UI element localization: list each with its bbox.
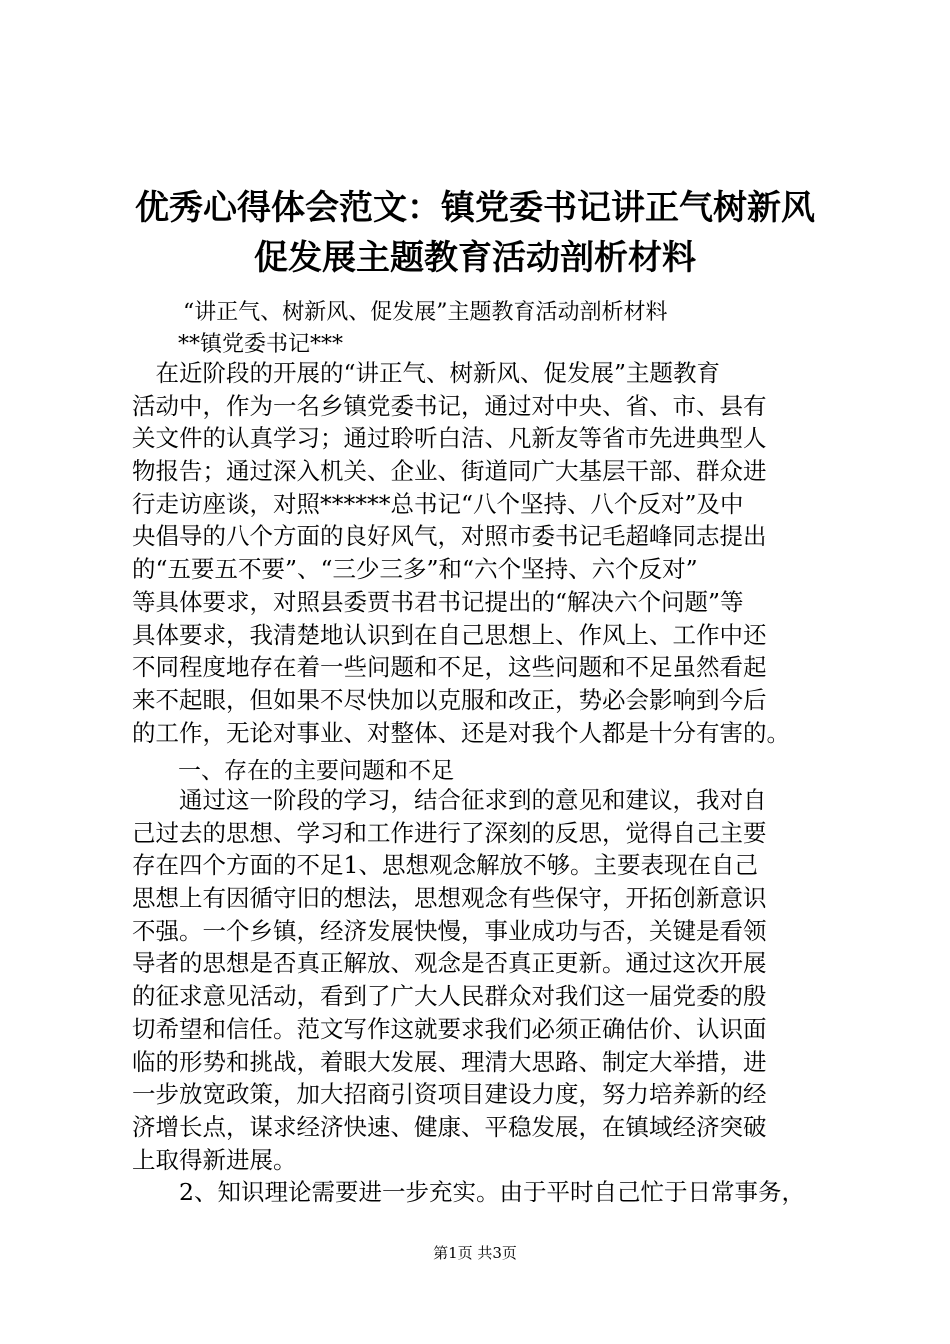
- paragraph-intro: [132, 357, 844, 749]
- section-heading: 一、存在的主要问题和不足: [178, 758, 454, 784]
- paragraph-line: 活动中，作为一名乡镇党委书记，通过对中央、省、市、县有: [132, 391, 767, 420]
- paragraph-line: 存在四个方面的不足1、思想观念解放不够。主要表现在自己: [132, 851, 758, 880]
- paragraph-line: 的征求意见活动，看到了广大人民群众对我们这一届党委的殷: [132, 982, 767, 1011]
- paragraph-line: 2、知识理论需要进一步充实。由于平时自己忙于日常事务，: [132, 1178, 805, 1207]
- paragraph-line: 临的形势和挑战，着眼大发展、理清大思路、制定大举措，进: [132, 1047, 767, 1076]
- paragraph-line: 切希望和信任。范文写作这就要求我们必须正确估价、认识面: [132, 1014, 767, 1043]
- paragraph-line: 的工作，无论对事业、对整体、还是对我个人都是十分有害的。: [132, 718, 790, 747]
- paragraph-line: 具体要求，我清楚地认识到在自己思想上、作风上、工作中还: [132, 620, 767, 649]
- title-line-2: 促发展主题教育活动剖析材料: [254, 238, 696, 278]
- paragraph-line: 济增长点，谋求经济快速、健康、平稳发展，在镇域经济突破: [132, 1112, 767, 1141]
- paragraph-line: 在近阶段的开展的“讲正气、树新风、促发展”主题教育: [132, 359, 721, 387]
- paragraph-line: 的“五要五不要”、“三少三多”和“六个坚持、六个反对”: [132, 555, 698, 584]
- paragraph-line: 导者的思想是否真正解放、观念是否真正更新。通过这次开展: [132, 949, 767, 978]
- paragraph-line: 来不起眼，但如果不尽快加以克服和改正，势必会影响到今后: [132, 685, 767, 714]
- page-number-footer: 第1页 共3页: [433, 1244, 517, 1262]
- paragraph-line: 物报告；通过深入机关、企业、街道同广大基层干部、群众进: [132, 457, 767, 486]
- paragraph-line: 一步放宽政策，加大招商引资项目建设力度，努力培养新的经: [132, 1080, 767, 1109]
- paragraph-line: 关文件的认真学习；通过聆听白洁、凡新友等省市先进典型人: [132, 424, 767, 453]
- paragraph-line: 不强。一个乡镇，经济发展快慢，事业成功与否，关键是看领: [132, 916, 767, 945]
- paragraph-line: 行走访座谈，对照******总书记“八个坚持、八个反对”及中: [132, 489, 744, 518]
- paragraph-line: 己过去的思想、学习和工作进行了深刻的反思，觉得自己主要: [132, 818, 767, 847]
- paragraph-line: 通过这一阶段的学习，结合征求到的意见和建议，我对自: [132, 786, 767, 814]
- paragraph-line: 不同程度地存在着一些问题和不足，这些问题和不足虽然看起: [132, 653, 767, 682]
- paragraph-line: 等具体要求，对照县委贾书君书记提出的“解决六个问题”等: [132, 587, 744, 616]
- title-line-1: 优秀心得体会范文：镇党委书记讲正气树新风: [135, 188, 815, 228]
- document-subtitle: “讲正气、树新风、促发展”主题教育活动剖析材料: [183, 300, 668, 325]
- paragraph-line: 上取得新进展。: [132, 1145, 297, 1174]
- paragraph-line: 思想上有因循守旧的想法，思想观念有些保守，开拓创新意识: [132, 884, 767, 913]
- paragraph-line: 央倡导的八个方面的良好风气，对照市委书记毛超峰同志提出: [132, 522, 767, 551]
- document-author: **镇党委书记***: [178, 332, 344, 357]
- paragraph-problems: [132, 784, 844, 1209]
- document-title: [80, 188, 870, 288]
